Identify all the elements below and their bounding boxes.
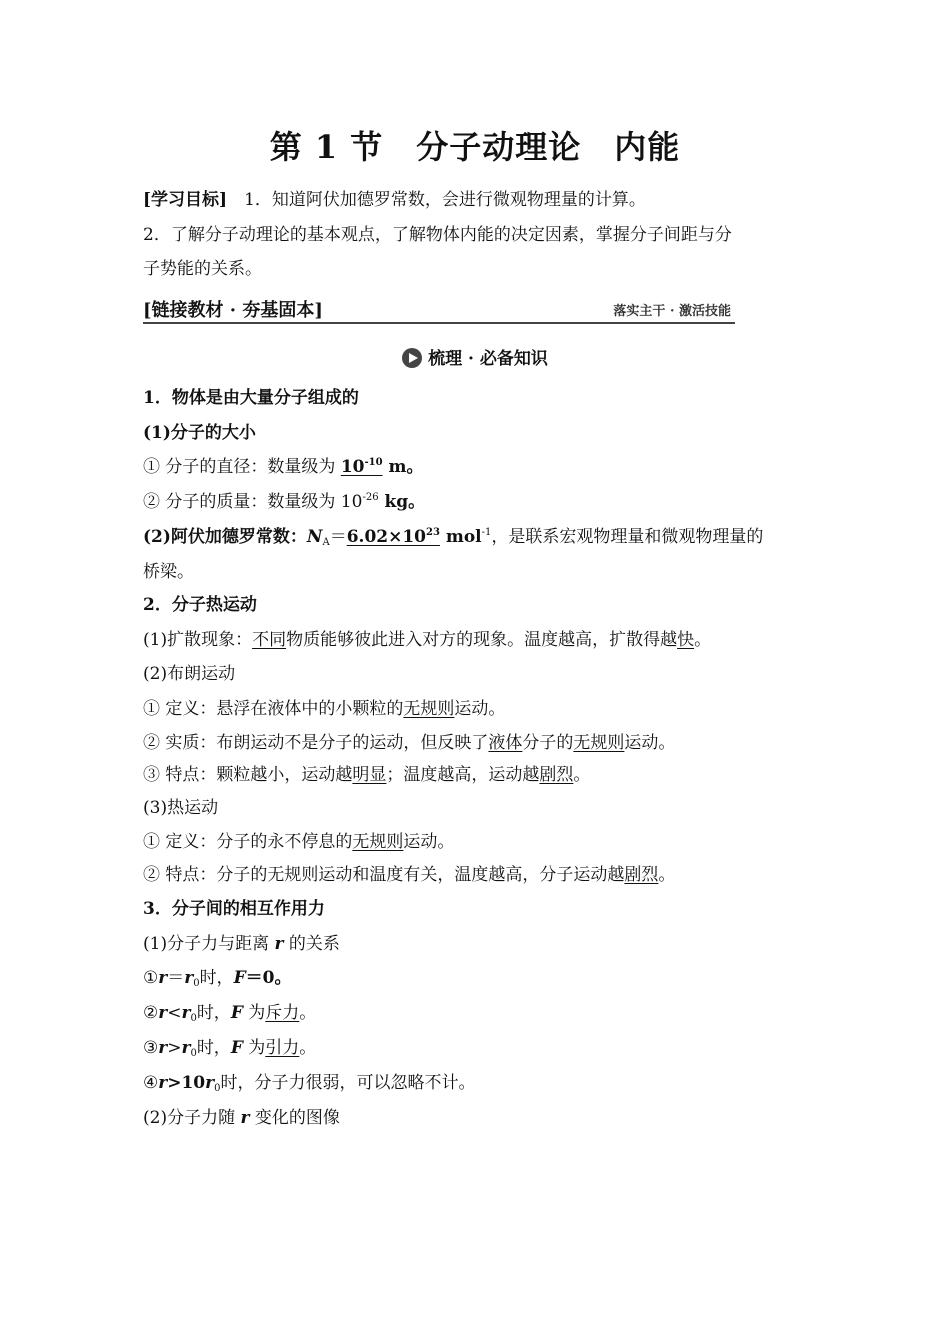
s2-b1-post: 运动。: [454, 699, 506, 719]
s2-h1-pre: ① 定义：分子的永不停息的: [143, 832, 353, 852]
goals-label: [学习目标]: [143, 190, 228, 210]
s3-c2-u: 斥力: [265, 1003, 300, 1023]
s2-h2-u: 剧烈: [624, 865, 659, 885]
s2-b2-u1: 液体: [488, 733, 523, 753]
link-bar-left: [链接教材 · 夯基固本]: [143, 300, 323, 321]
s1-diameter-value: [341, 457, 383, 477]
s1-sub1-text: (1)分子的大小: [143, 423, 256, 443]
s3-c1-op: ＝: [167, 968, 185, 988]
s3-c2-op: <: [167, 1003, 182, 1023]
page-title: 第 1 节 分子动理论 内能: [269, 128, 681, 166]
s3-case-2: [143, 1001, 823, 1025]
s1-mass: [143, 490, 823, 514]
s1-na-value: [347, 527, 440, 547]
s2-brown-2: [143, 731, 823, 755]
s1-mass-exp: -26: [362, 492, 379, 503]
s3-c2-post: 。: [299, 1003, 317, 1023]
s3-c4-r0-sub: 0: [214, 1083, 221, 1094]
s3-sub1: [143, 932, 823, 956]
s2-diff-mid: 物质能够彼此进入对方的现象。温度越高，扩散得越: [286, 630, 678, 650]
s2-b3-post: 。: [573, 765, 591, 785]
s3-heading: 3．分子间的相互作用力: [143, 899, 325, 919]
s2-diffusion: [143, 628, 823, 652]
s1-na-sub: A: [322, 537, 330, 548]
s3-c1-post: ＝0。: [245, 968, 292, 988]
learning-goals-line1: [143, 188, 823, 212]
s3-c2-r0: r: [181, 1003, 191, 1023]
s3-sub2-r: r: [240, 1108, 250, 1128]
s3-case-4: [143, 1071, 823, 1095]
s3-sub1-r: r: [274, 934, 284, 954]
s2-heading: 2．分子热运动: [143, 595, 257, 615]
s3-c4-num: ④: [143, 1073, 159, 1093]
s3-c4-post: 时，分子力很弱，可以忽略不计。: [220, 1073, 476, 1093]
goal-item-2a: 2．了解分子动理论的基本观点，了解物体内能的决定因素，掌握分子间距与分: [143, 225, 732, 245]
s3-sub2-post: 变化的图像: [249, 1108, 340, 1128]
s3-case-1: [143, 966, 823, 990]
s3-c3-num: ③: [143, 1038, 159, 1058]
s3-c2-wei: 为: [242, 1003, 266, 1023]
s2-b2-pre: ② 实质：布朗运动不是分子的运动，但反映了: [143, 733, 489, 753]
s3-c3-r0-sub: 0: [190, 1048, 197, 1059]
s3-c1-num: ①: [143, 968, 159, 988]
s3-c3-r: r: [158, 1038, 168, 1058]
s3-sub1-post: 的关系: [283, 934, 340, 954]
s3-c3-u: 引力: [265, 1038, 300, 1058]
s3-sub1-pre: (1)分子力与距离: [143, 934, 275, 954]
s1-diameter: [143, 455, 823, 479]
s3-sub2-pre: (2)分子力随: [143, 1108, 241, 1128]
s2-diff-pre: (1)扩散现象：: [143, 630, 253, 650]
s3-sub2: [143, 1106, 823, 1130]
s1-mass-pre: ② 分子的质量：数量级为 10: [143, 492, 363, 512]
s3-c1-F: F: [233, 968, 246, 988]
s1-na-eq: ＝: [329, 527, 347, 547]
s1-diameter-base: 10: [340, 457, 365, 477]
s1-diameter-exp: -10: [364, 457, 383, 468]
s3-c2-r0-sub: 0: [190, 1013, 197, 1024]
s3-c3-mid: 时，: [196, 1038, 231, 1058]
s2-heat: (3)热运动: [143, 798, 219, 818]
s3-c1-mid: 时，: [199, 968, 234, 988]
s1-na-post: ，是联系宏观物理量和微观物理量的: [491, 527, 764, 547]
s2-h2-post: 。: [658, 865, 676, 885]
s1-diameter-pre: ① 分子的直径：数量级为: [143, 457, 341, 477]
section-heading: [0, 344, 950, 369]
s2-diff-u1: 不同: [252, 630, 287, 650]
s1-na-sym: N: [306, 527, 323, 547]
s3-c4-r0: r: [205, 1073, 215, 1093]
s1-na-val: 6.02×10: [346, 527, 427, 547]
s3-c2-r: r: [158, 1003, 168, 1023]
s1-avogadro: [143, 525, 823, 549]
s2-heat-2: [143, 863, 823, 887]
s3-c3-post: 。: [299, 1038, 317, 1058]
s1-sub1: [143, 421, 823, 445]
s2-b3-mid: ；温度越高，运动越: [386, 765, 540, 785]
play-icon: [402, 348, 422, 368]
s3-c3-F: F: [230, 1038, 243, 1058]
s2-b3-u2: 剧烈: [539, 765, 574, 785]
s2-diff-u2: 快: [677, 630, 695, 650]
s3-c3-op: >: [167, 1038, 182, 1058]
section-heading-text: 梳理 · 必备知识: [428, 349, 548, 369]
s2-b2-mid: 分子的: [522, 733, 574, 753]
goal-item-2b: 子势能的关系。: [143, 259, 262, 279]
s1-heading: 1．物体是由大量分子组成的: [143, 388, 359, 408]
s2-diff-end: 。: [694, 630, 712, 650]
s3-case-3: [143, 1036, 823, 1060]
s2-brown: (2)布朗运动: [143, 664, 236, 684]
s2-heat-1: [143, 830, 823, 854]
s2-b1-pre: ① 定义：悬浮在液体中的小颗粒的: [143, 699, 404, 719]
s3-c1-r0-sub: 0: [193, 978, 200, 989]
s2-brown-3: [143, 763, 823, 787]
s2-h1-post: 运动。: [403, 832, 455, 852]
s3-c4-r: r: [158, 1073, 168, 1093]
s3-c1-r0: r: [184, 968, 194, 988]
s3-c2-mid: 时，: [196, 1003, 231, 1023]
s1-diameter-unit: m。: [382, 457, 424, 477]
s2-h1-u: 无规则: [352, 832, 404, 852]
s2-b2-u2: 无规则: [573, 733, 625, 753]
s2-h2-pre: ② 特点：分子的无规则运动和温度有关，温度越高，分子运动越: [143, 865, 625, 885]
s3-c2-F: F: [230, 1003, 243, 1023]
s2-b1-u: 无规则: [403, 699, 455, 719]
s3-c2-num: ②: [143, 1003, 159, 1023]
s2-b3-pre: ③ 特点：颗粒越小，运动越: [143, 765, 353, 785]
s1-na-cont: 桥梁。: [143, 562, 194, 582]
s3-c4-op: >10: [167, 1073, 206, 1093]
s2-b3-u1: 明显: [352, 765, 387, 785]
s2-b2-post: 运动。: [624, 733, 676, 753]
s1-na-unit-exp: -1: [481, 527, 492, 538]
link-bar-right: 落实主干 · 激活技能: [613, 304, 731, 319]
s3-c1-r: r: [158, 968, 168, 988]
s2-brown-1: [143, 697, 823, 721]
link-bar: [143, 296, 735, 324]
s3-c3-wei: 为: [242, 1038, 266, 1058]
s3-c3-r0: r: [181, 1038, 191, 1058]
goal-item-1: 1．知道阿伏加德罗常数，会进行微观物理量的计算。: [244, 190, 646, 210]
s1-na-unit: mol: [439, 527, 482, 547]
s1-na-pre: (2)阿伏加德罗常数：: [143, 527, 307, 547]
s1-na-exp: 23: [426, 527, 440, 538]
s1-mass-unit: kg。: [378, 492, 426, 512]
